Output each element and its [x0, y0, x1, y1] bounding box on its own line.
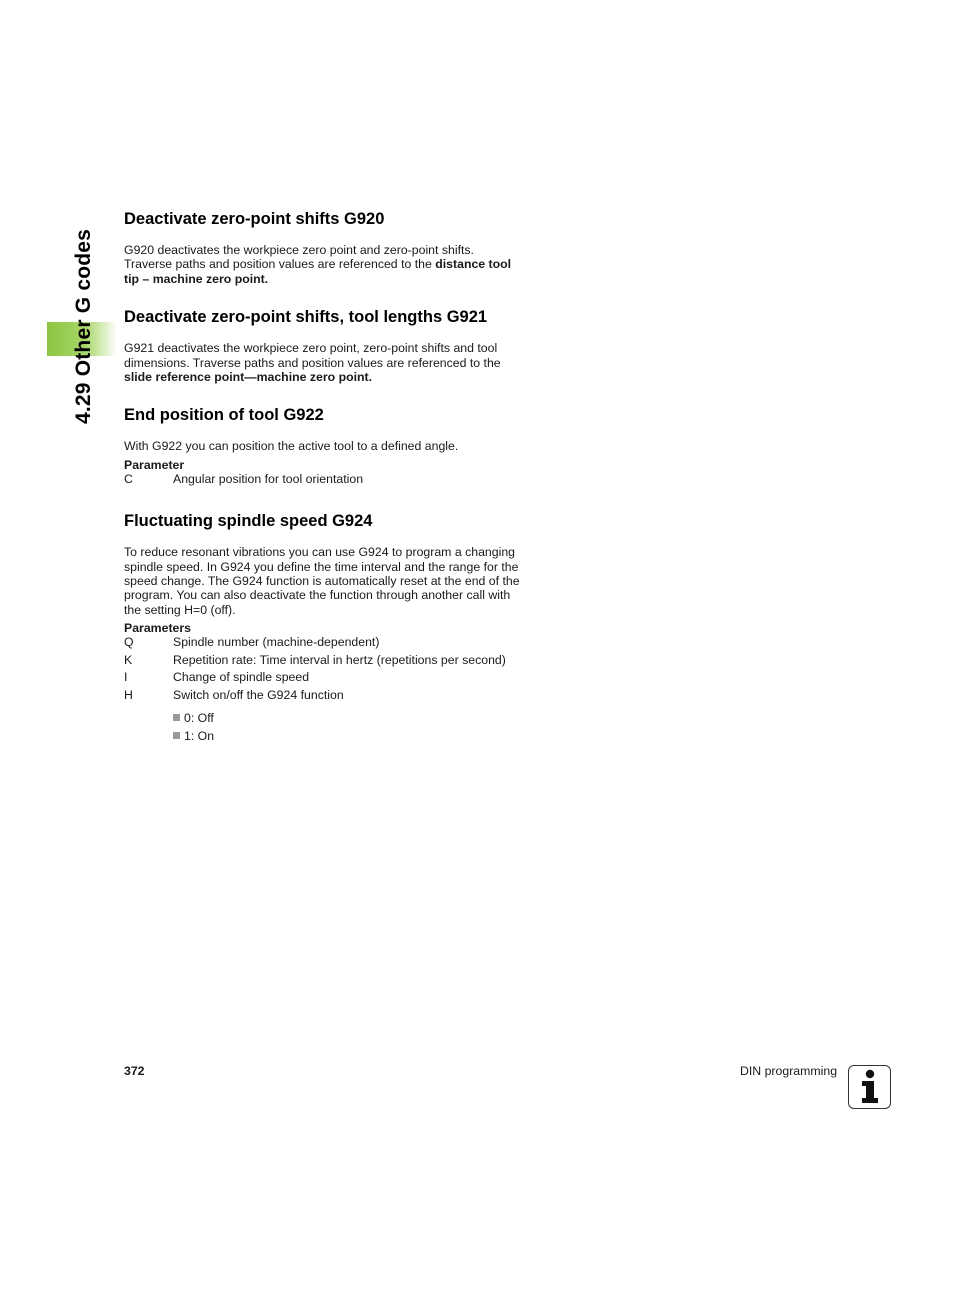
info-glyph [849, 1066, 889, 1107]
section-g924 [124, 510, 524, 743]
section-heading: Deactivate zero-point shifts, tool lengths G921 [124, 308, 488, 327]
param-row [124, 670, 524, 684]
param-row [124, 653, 524, 667]
param-desc: Repetition rate: Time interval in hertz (repetitions per second) [173, 652, 506, 667]
square-bullet-icon [173, 714, 180, 721]
param-key: Q [124, 635, 134, 650]
info-icon [848, 1065, 891, 1109]
param-key: C [124, 471, 133, 486]
section-heading: Fluctuating spindle speed G924 [124, 512, 373, 531]
parameter-header: Parameters [124, 621, 191, 636]
list-item-text: 1: On [184, 728, 215, 743]
parameter-header: Parameter [124, 457, 185, 472]
param-key: K [124, 652, 133, 667]
section-heading: End position of tool G922 [124, 406, 324, 425]
param-row [124, 472, 524, 486]
list-item [173, 711, 524, 725]
chapter-name: DIN programming [740, 1064, 838, 1078]
param-row [124, 635, 524, 649]
param-key: H [124, 687, 133, 702]
section-g922 [124, 404, 524, 486]
body-bold-text: distance tool tip – machine zero point. [124, 257, 512, 286]
section-body: To reduce resonant vibrations you can use G924 to program a changing spindle speed. In G924 you define the time interval and the range for the speed change. The G924 function is automatically reset at the end of the program. You can also deactivate the function through another call with the setting H=0 (off). [124, 545, 520, 617]
section-body [124, 341, 524, 384]
param-desc: Spindle number (machine-dependent) [173, 635, 380, 650]
body-bold-text: slide reference point—machine zero point. [124, 370, 373, 385]
param-desc: Switch on/off the G924 function [173, 687, 344, 702]
option-list [124, 711, 524, 743]
list-item [173, 729, 524, 743]
param-desc: Change of spindle speed [173, 670, 310, 685]
param-row [124, 688, 524, 702]
param-desc: Angular position for tool orientation [173, 471, 364, 486]
square-bullet-icon [173, 732, 180, 739]
param-key: I [124, 670, 128, 685]
section-body: With G922 you can position the active tool to a defined angle. [124, 439, 459, 454]
section-g920 [124, 208, 524, 286]
section-heading: Deactivate zero-point shifts G920 [124, 210, 385, 228]
chapter-side-title: 4.29 Other G codes [72, 228, 95, 424]
page-number: 372 [124, 1064, 145, 1078]
section-body [124, 243, 524, 286]
body-text: G920 deactivates the workpiece zero point and zero-point shifts. Traverse paths and position values are referenced to the [124, 243, 474, 272]
list-item-text: 0: Off [184, 710, 214, 725]
page-content [124, 208, 524, 763]
body-text: G921 deactivates the workpiece zero point, zero-point shifts and tool dimensions. Traverse paths and position values are referenced to the [124, 341, 501, 370]
section-g921 [124, 306, 524, 384]
